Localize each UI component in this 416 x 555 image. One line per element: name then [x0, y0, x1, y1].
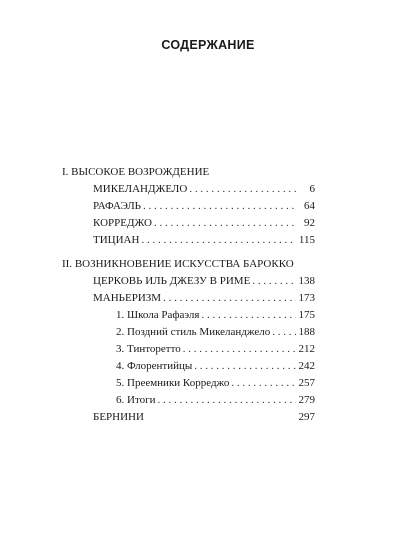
toc-entry-label: 6. Итоги: [116, 394, 156, 406]
toc-entry-page: 173: [296, 290, 316, 306]
toc-subentry[interactable]: [116, 375, 315, 391]
leader-dots: [201, 307, 295, 323]
leader-dots: [158, 392, 296, 408]
toc-entry-page: 138: [296, 273, 316, 289]
toc-subentry[interactable]: [116, 392, 315, 408]
toc-entry-page: 257: [296, 375, 316, 391]
leader-dots: [183, 341, 296, 357]
toc-entry[interactable]: [93, 409, 315, 425]
toc-entry-page: 279: [296, 392, 316, 408]
toc-entry-label: РАФАЭЛЬ: [93, 200, 141, 212]
toc-entry-label: ТИЦИАН: [93, 234, 140, 246]
toc-entry-page: 115: [296, 232, 315, 248]
toc-subentry[interactable]: [116, 358, 315, 374]
leader-dots: [272, 324, 295, 340]
toc-subentry[interactable]: [116, 307, 315, 323]
leader-dots: [141, 232, 295, 248]
toc-entry-page: 188: [296, 324, 316, 340]
toc-entry[interactable]: [93, 273, 315, 289]
toc-entry-label: 1. Школа Рафаэля: [116, 309, 200, 321]
toc-entry-page: 297: [296, 409, 316, 425]
leader-dots: [163, 290, 295, 306]
leader-dots: [231, 375, 295, 391]
section-heading-1: I. ВЫСОКОЕ ВОЗРОЖДЕНИЕ: [62, 166, 210, 178]
toc-subentry[interactable]: [116, 324, 315, 340]
toc-entry-page: 64: [296, 198, 315, 214]
toc-entry-label: МИКЕЛАНДЖЕЛО: [93, 183, 188, 195]
toc-entry-page: 175: [296, 307, 316, 323]
toc-entry[interactable]: [93, 198, 315, 214]
toc-entry-label: 2. Поздний стиль Микеланджело: [116, 326, 271, 338]
section-heading-2: II. ВОЗНИКНОВЕНИЕ ИСКУССТВА БАРОККО: [62, 258, 294, 270]
toc-entry-label: ЦЕРКОВЬ ИЛЬ ДЖЕЗУ В РИМЕ: [93, 275, 251, 287]
toc-entry-label: 5. Преемники Корреджо: [116, 377, 230, 389]
toc-entry[interactable]: [93, 181, 315, 197]
toc-entry-page: 92: [296, 215, 315, 231]
toc-entry-page: 212: [296, 341, 316, 357]
page-title: СОДЕРЖАНИЕ: [161, 38, 255, 52]
toc-entry-label: 4. Флорентийцы: [116, 360, 193, 372]
toc-subentry[interactable]: [116, 341, 315, 357]
toc-entry[interactable]: [93, 290, 315, 306]
toc-entry[interactable]: [93, 215, 315, 231]
toc-entry-page: 6: [296, 181, 315, 197]
leader-dots: [189, 181, 296, 197]
toc-entry-label: КОРРЕДЖО: [93, 217, 152, 229]
toc-entry-label: 3. Тинторетто: [116, 343, 181, 355]
leader-dots: [143, 198, 296, 214]
toc-entry[interactable]: [93, 232, 315, 248]
leader-dots: [154, 215, 296, 231]
toc-entry-label: БЕРНИНИ: [93, 411, 144, 423]
toc-entry-page: 242: [296, 358, 316, 374]
leader-dots: [194, 358, 295, 374]
toc-entry-label: МАНЬЕРИЗМ: [93, 292, 162, 304]
leader-dots: [252, 273, 295, 289]
